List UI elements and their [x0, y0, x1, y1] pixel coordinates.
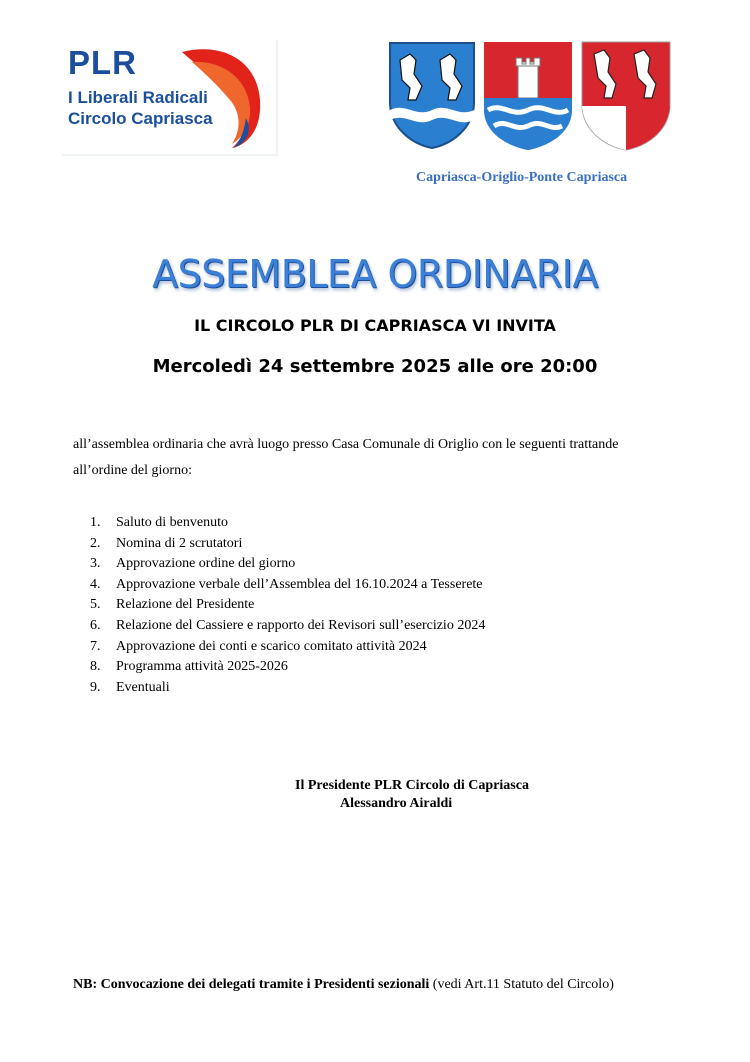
- logo-line-2: Circolo Capriasca: [68, 109, 213, 128]
- agenda-item-text: Eventuali: [116, 679, 170, 695]
- agenda-item: [90, 534, 485, 555]
- agenda-item: [90, 513, 485, 534]
- agenda-item-text: Nomina di 2 scrutatori: [116, 535, 243, 551]
- agenda-item: [90, 554, 485, 575]
- agenda-item-number: 5.: [90, 597, 101, 613]
- towns-caption: Capriasca-Origlio-Ponte Capriasca: [416, 170, 628, 185]
- agenda-item-text: Approvazione ordine del giorno: [116, 556, 296, 572]
- agenda-item-text: Relazione del Cassiere e rapporto dei Revisori sull’esercizio 2024: [116, 617, 486, 633]
- agenda-item-text: Approvazione verbale dell’Assemblea del 16.10.2024 a Tesserete: [116, 576, 483, 592]
- footnote: [73, 972, 673, 998]
- agenda-item-text: Relazione del Presidente: [116, 597, 255, 613]
- agenda-item-number: 8.: [90, 659, 101, 675]
- origlio-coat-of-arms-icon: [482, 40, 574, 152]
- agenda-item-number: 7.: [90, 638, 101, 654]
- agenda-item: [90, 575, 485, 596]
- agenda-item-text: Saluto di benvenuto: [116, 515, 228, 530]
- agenda-item-number: 6.: [90, 617, 101, 633]
- logo-plr-text: PLR: [68, 44, 137, 81]
- plr-logo: [62, 40, 278, 156]
- page-title: ASSEMBLEA ORDINARIA: [152, 252, 598, 296]
- agenda-item-number: 4.: [90, 576, 101, 592]
- logo-line-1: I Liberali Radicali: [68, 88, 208, 107]
- meeting-datetime: Mercoledì 24 settembre 2025 alle ore 20:00: [152, 356, 598, 377]
- agenda-item-number: 3.: [90, 556, 101, 572]
- agenda-item: [90, 678, 485, 699]
- agenda-item-text: Programma attività 2025-2026: [116, 659, 288, 675]
- signature-name: Alessandro Airaldi: [340, 796, 453, 811]
- footnote-bold: NB: Convocazione dei delegati tramite i Presidenti sezionali: [73, 977, 430, 992]
- signature-role: Il Presidente PLR Circolo di Capriasca: [295, 778, 529, 793]
- footnote-rest: (vedi Art.11 Statuto del Circolo): [429, 977, 614, 992]
- agenda-item-number: 2.: [90, 535, 101, 551]
- agenda-item: [90, 657, 485, 678]
- capriasca-coat-of-arms-icon: [386, 40, 478, 150]
- agenda-item: [90, 595, 485, 616]
- agenda-item: [90, 637, 485, 658]
- agenda-item-number: 1.: [90, 515, 101, 530]
- invitation-subtitle: IL CIRCOLO PLR DI CAPRIASCA VI INVITA: [194, 316, 556, 335]
- intro-paragraph: all’assemblea ordinaria che avrà luogo presso Casa Comunale di Origlio con le seguenti trattande all’ordine del giorno:: [73, 437, 619, 478]
- agenda-item: [90, 616, 485, 637]
- ponte-capriasca-coat-of-arms-icon: [580, 40, 672, 152]
- agenda-item-number: 9.: [90, 679, 101, 695]
- agenda-list: [90, 513, 485, 698]
- agenda-item-text: Approvazione dei conti e scarico comitato attività 2024: [116, 638, 427, 654]
